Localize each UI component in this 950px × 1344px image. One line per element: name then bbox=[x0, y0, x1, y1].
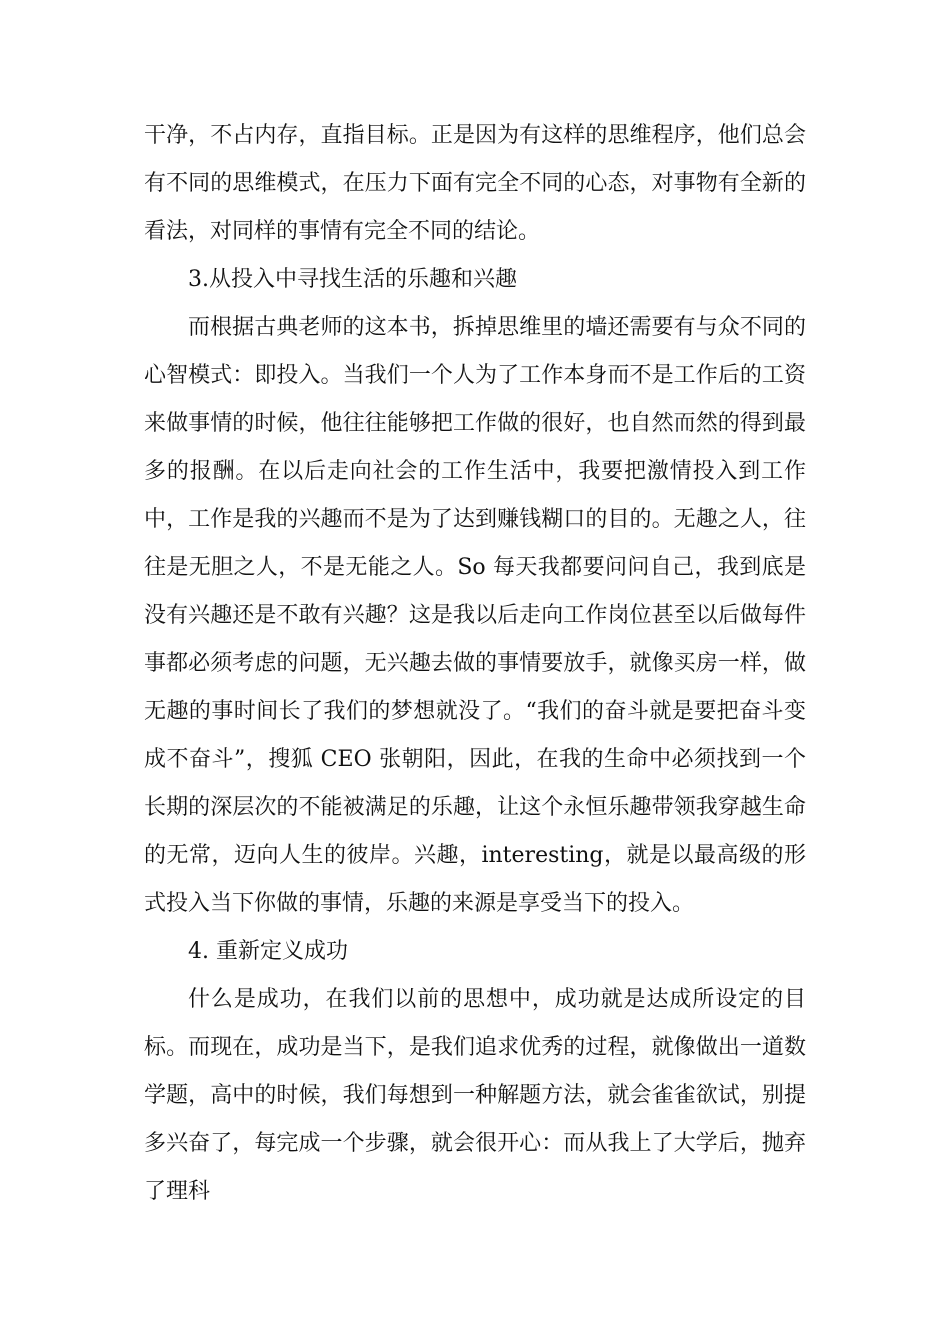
paragraph-engagement: 而根据古典老师的这本书，拆掉思维里的墙还需要有与众不同的心智模式：即投入。当我们一个人为了工作本身而不是工作后的工资来做事情的时候，他往往能够把工作做的很好，也自然而然的得到最多的报酬。在以后走向社会的工作生活中，我要把激情投入到工作中，工作是我的兴趣而不是为了达到赚钱糊口的目的。无趣之人，往往是无胆之人，不是无能之人。So 每天我都要问问自己，我到底是没有兴趣还是不敢有兴趣？这是我以后走向工作岗位甚至以后做每件事都必须考虑的问题，无兴趣去做的事情要放手，就像买房一样，做无趣的事时间长了我们的梦想就没了。“我们的奋斗就是要把奋斗变成不奋斗”，搜狐 CEO 张朝阳，因此，在我的生命中必须找到一个长期的深层次的不能被满足的乐趣，让这个永恒乐趣带领我穿越生命的无常，迈向人生的彼岸。兴趣，interesting，就是以最高级的形式投入当下你做的事情，乐趣的来源是享受当下的投入。 bbox=[144, 315, 806, 916]
section-heading-3: 3.从投入中寻找生活的乐趣和兴趣 bbox=[188, 267, 517, 292]
paragraph-continuation: 干净，不占内存，直指目标。正是因为有这样的思维程序，他们总会有不同的思维模式，在压力下面有完全不同的心态，对事物有全新的看法，对同样的事情有完全不同的结论。 bbox=[144, 123, 806, 244]
document-body bbox=[144, 112, 806, 1216]
paragraph-success: 什么是成功，在我们以前的思想中，成功就是达成所设定的目标。而现在，成功是当下，是我们追求优秀的过程，就像做出一道数学题，高中的时候，我们每想到一种解题方法，就会雀雀欲试，别提多兴奋了，每完成一个步骤，就会很开心：而从我上了大学后，抛弃了理科 bbox=[144, 987, 806, 1204]
section-heading-4: 4. 重新定义成功 bbox=[188, 939, 348, 964]
